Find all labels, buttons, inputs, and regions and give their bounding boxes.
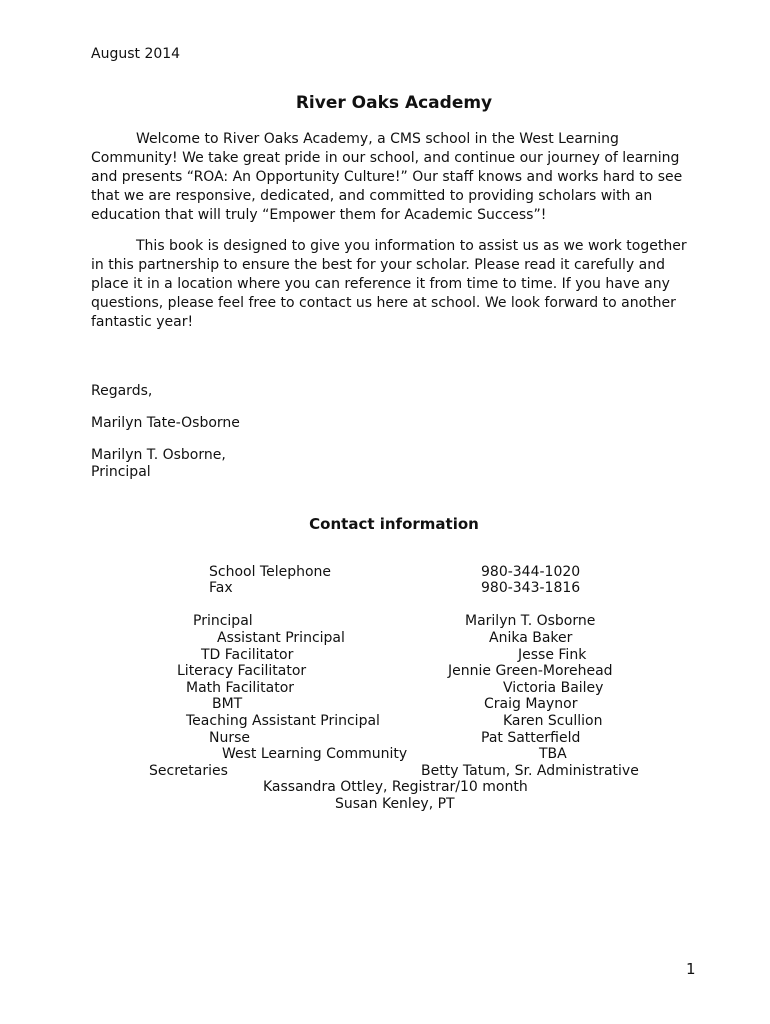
contact-value: Jennie Green-Morehead xyxy=(448,663,613,679)
contact-label: Secretaries xyxy=(149,763,228,779)
paragraph-line: in this partnership to ensure the best for your scholar. Please read it carefully and xyxy=(91,257,665,273)
contact-value: Marilyn T. Osborne xyxy=(465,613,596,629)
contact-label: Principal xyxy=(193,613,253,629)
document-date: August 2014 xyxy=(91,46,181,62)
contact-value: 980-343-1816 xyxy=(481,580,581,596)
welcome-paragraph xyxy=(91,130,691,225)
closing-regards: Regards, xyxy=(91,383,153,399)
info-paragraph xyxy=(91,237,691,332)
document-title: River Oaks Academy xyxy=(295,93,493,113)
contact-value: Karen Scullion xyxy=(503,713,603,729)
paragraph-line: questions, please feel free to contact us here at school. We look forward to another xyxy=(91,295,676,311)
signer-name: Marilyn T. Osborne, xyxy=(91,447,226,463)
contact-label: Literacy Facilitator xyxy=(177,663,307,679)
contact-value: 980-344-1020 xyxy=(481,564,581,580)
contact-label: Teaching Assistant Principal xyxy=(186,713,380,729)
contact-label: Assistant Principal xyxy=(217,630,345,646)
contact-heading: Contact information xyxy=(309,515,479,533)
signer-block xyxy=(91,447,226,481)
contact-extra: Susan Kenley, PT xyxy=(335,796,455,812)
contact-label: School Telephone xyxy=(209,564,332,580)
contact-value: TBA xyxy=(539,746,567,762)
signer-role: Principal xyxy=(91,464,151,480)
contact-value: Craig Maynor xyxy=(484,696,578,712)
contact-label: BMT xyxy=(212,696,243,712)
contact-label: Nurse xyxy=(209,730,251,746)
contact-value: Anika Baker xyxy=(489,630,573,646)
page-number: 1 xyxy=(686,960,696,978)
contact-label: Fax xyxy=(209,580,233,596)
contact-value: Pat Satterfield xyxy=(481,730,581,746)
contact-value: Jesse Fink xyxy=(518,647,587,663)
signature: Marilyn Tate-Osborne xyxy=(91,415,240,431)
contact-value: Betty Tatum, Sr. Administrative xyxy=(421,763,639,779)
contact-label: TD Facilitator xyxy=(201,647,294,663)
contact-label: West Learning Community xyxy=(222,746,408,762)
paragraph-line: This book is designed to give you information to assist us as we work together xyxy=(136,238,687,254)
paragraph-line: place it in a location where you can reference it from time to time. If you have any xyxy=(91,276,670,292)
paragraph-line: fantastic year! xyxy=(91,314,194,330)
contact-extra: Kassandra Ottley, Registrar/10 month xyxy=(263,779,528,795)
paragraph-line: education that will truly “Empower them for Academic Success”! xyxy=(91,207,547,223)
contact-value: Victoria Bailey xyxy=(503,680,604,696)
paragraph-line: and presents “ROA: An Opportunity Culture!” Our staff knows and works hard to see xyxy=(91,169,683,185)
paragraph-line: Welcome to River Oaks Academy, a CMS school in the West Learning xyxy=(136,131,619,147)
contact-label: Math Facilitator xyxy=(186,680,295,696)
paragraph-line: Community! We take great pride in our school, and continue our journey of learning xyxy=(91,150,680,166)
paragraph-line: that we are responsive, dedicated, and committed to providing scholars with an xyxy=(91,188,653,204)
